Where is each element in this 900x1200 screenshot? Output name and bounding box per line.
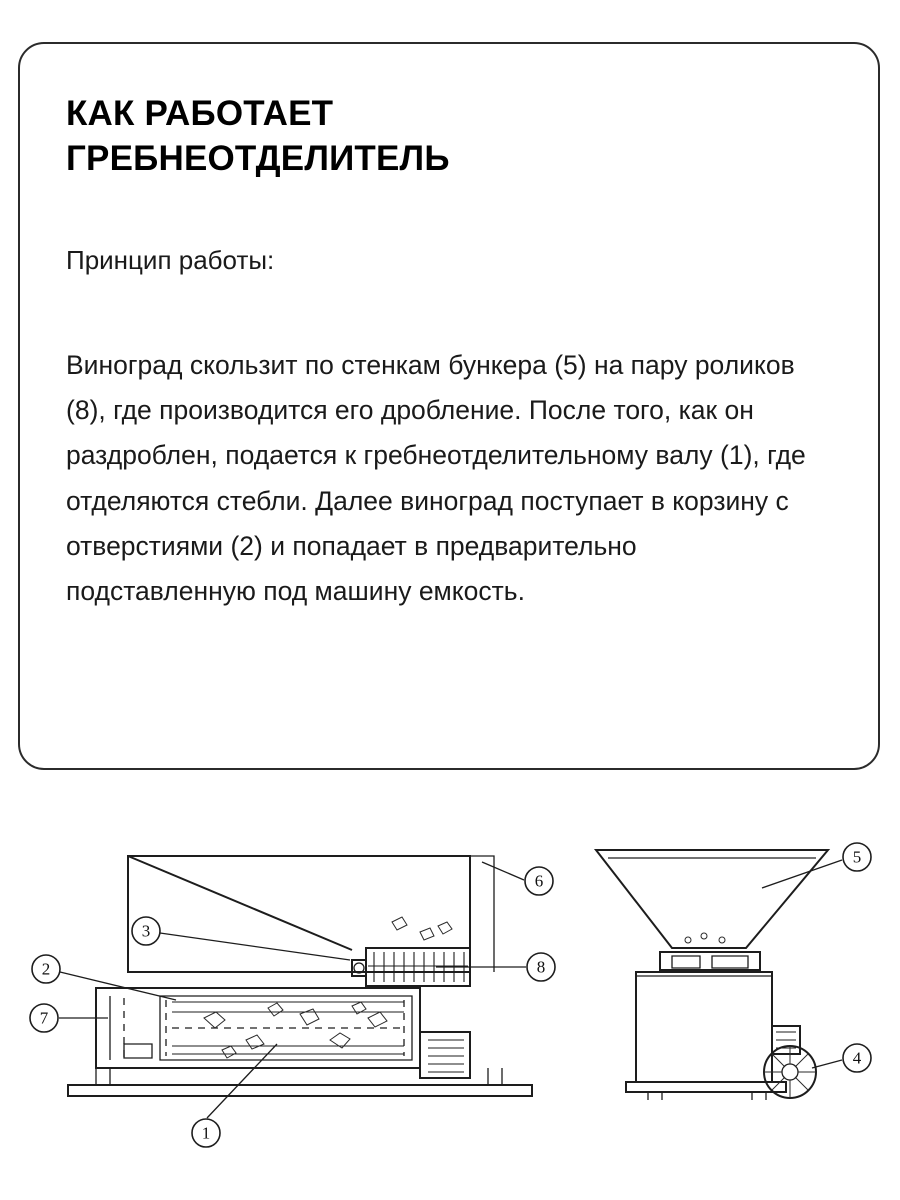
callout-4-label: 4 (852, 1048, 862, 1068)
callout-1-label: 1 (201, 1123, 211, 1143)
body-text: Виноград скользит по стенкам бункера (5) на пару роликов (8), где производится его дробление. После того, как он раздроблен, подается к гребнеотделительному валу (1), где отделяются стебли. Далее виноград поступает в корзину с отверстиями (2) и попадает в предварительно подставленную под машину емкость. (66, 350, 806, 606)
callout-3 (132, 917, 350, 960)
callout-7-label: 7 (39, 1008, 49, 1028)
page-title-line-1: КАК РАБОТАЕТ (66, 94, 334, 133)
callout-5-label: 5 (852, 847, 862, 867)
page-title-line-2: ГРЕБНЕОТДЕЛИТЕЛЬ (66, 138, 450, 178)
drawing-svg (0, 800, 900, 1200)
callout-6 (482, 862, 553, 895)
page-title (66, 92, 832, 182)
callout-2 (32, 955, 176, 1000)
info-card (18, 42, 880, 770)
handwheel (764, 1046, 816, 1098)
front-elevation-view (596, 850, 828, 1100)
callout-6-label: 6 (534, 871, 544, 891)
callout-3-label: 3 (141, 921, 151, 941)
technical-drawing (0, 800, 900, 1200)
callout-2-label: 2 (41, 959, 51, 979)
lead-text: Принцип работы: (66, 244, 275, 275)
callout-4 (812, 1044, 871, 1072)
side-elevation-view (68, 856, 532, 1096)
callout-8-label: 8 (536, 957, 546, 977)
